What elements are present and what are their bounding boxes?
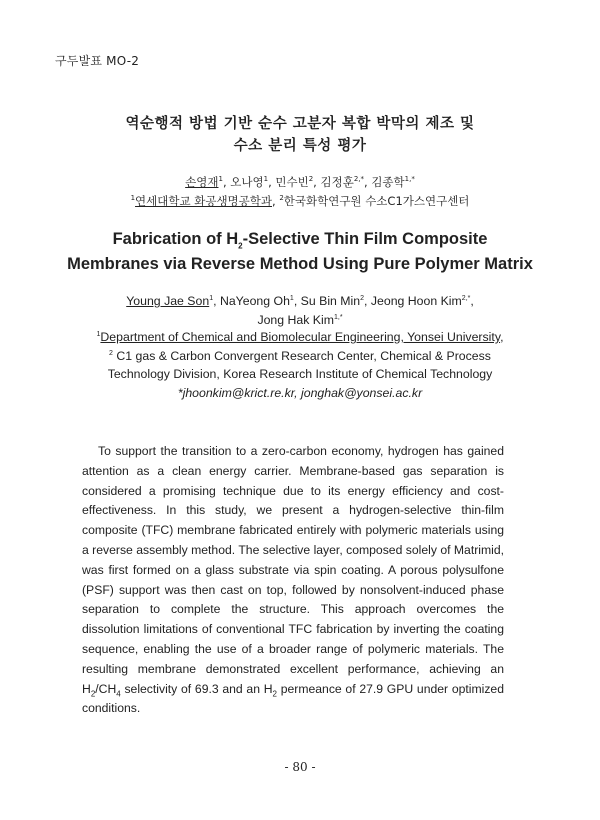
abstract-text: To support the transition to a zero-carbon economy, hydrogen has gained attention as a clean energy carrier. Membrane-based gas separation is considered a promising technique due to its energy efficiency and cost-effectiveness. In this study, we present a hydrogen-selective thin-film composite (TFC) membrane fabricated entirely with polymeric materials using a reverse assembly method. The selective layer, composed solely of Matrimid, was first formed on a glass substrate via spin coating. A porous polysulfone (PSF) support was then cast on top, followed by nonsolvent-induced phase separation to complete the structure. This approach overcomes the dissolution limitations of conventional TFC fabrication by inverting the coating sequence, enabling the use of a broader range of polymeric materials. The resulting membrane demonstrated excellent performance, achieving an H	[82, 444, 504, 696]
affil-1: 연세대학교 화공생명공학과	[135, 194, 272, 208]
author-sup: 1	[218, 175, 223, 184]
author-sup: 1	[263, 175, 269, 184]
affil-sup: 1	[130, 194, 136, 203]
author-name: 김종학	[371, 175, 405, 189]
korean-title-line1: 역순행적 방법 기반 순수 고분자 복합 박막의 제조 및	[125, 116, 475, 132]
english-title-line2: Membranes via Reverse Method Using Pure Polymer Matrix	[67, 255, 533, 273]
english-title-line1	[0, 230, 600, 249]
author-sup: 2	[308, 175, 314, 184]
title-sub: 2	[238, 241, 243, 251]
abstract-paragraph	[82, 442, 504, 719]
author-sup: 2	[360, 294, 365, 302]
author-name: NaYeong Oh	[219, 294, 290, 308]
korean-affiliations: $^1$연세대학교 화공생명공학과, $^2$한국화학연구원 수소C1가스연구센터	[130, 194, 470, 208]
author-sup: 1	[209, 294, 214, 302]
author-name: Jeong Hoon Kim	[370, 294, 462, 308]
author-name: Young Jae Son	[126, 294, 210, 308]
author-name: 손영재	[185, 175, 219, 189]
author-name: 김정훈	[320, 175, 354, 189]
abstract-text: selectivity of 69.3 and an H	[120, 681, 273, 696]
author-sup: 2,*	[461, 294, 471, 302]
author-sup: 1,*	[333, 313, 343, 321]
author-sup: 1,*	[404, 175, 415, 184]
abstract-sub: 4	[116, 689, 121, 698]
english-authors: Young Jae Son$^1$, NaYeong Oh$^1$, Su Bin Min$^2$, Jeong Hoon Kim$^{2,*}$, Jong Hak Kim$^{1,*}$	[126, 294, 474, 327]
abstract-sub: 2	[90, 689, 96, 698]
english-affiliations: $^1$Department of Chemical and Biomolecular Engineering, Yonsei University, $^2$ C1 gas & Carbon Convergent Research Center, Chemical & Process Technology Division, Korea Research Institute of Chemical Technology *jhoonkim@krict.re.kr, jonghak@yonsei.ac.kr	[96, 330, 504, 400]
korean-authors: 손영재$^1$, 오나영$^1$, 민수빈$^2$, 김정훈$^{2,*}$, 김종학$^{1,*}$	[185, 175, 415, 189]
affil-2-line1: C1 gas & Carbon Convergent Research Center, Chemical & Process	[116, 348, 491, 363]
email-addresses: *jhoonkim@krict.re.kr, jonghak@yonsei.ac.kr	[177, 385, 423, 400]
title-part: Fabrication of H	[112, 230, 239, 248]
title-part: -Selective Thin Film Composite	[242, 230, 488, 248]
affil-2-line2: Technology Division, Korea Research Institute of Chemical Technology	[107, 367, 493, 381]
session-tag: 구두발표 MO-2	[55, 54, 140, 68]
abstract-sub: 2	[272, 689, 277, 698]
author-sup: 1	[289, 294, 294, 302]
author-name: Su Bin Min	[300, 294, 361, 308]
korean-title-line2: 수소 분리 특성 평가	[233, 138, 367, 154]
affil-sup: 2	[109, 349, 113, 357]
abstract-text: permeance of 27.9 GPU under optimized conditions.	[82, 681, 504, 716]
author-name: 민수빈	[275, 175, 309, 189]
page-number: - 80 -	[284, 760, 316, 774]
abstract-text: /CH	[95, 681, 117, 696]
author-name: Jong Hak Kim	[257, 312, 334, 327]
author-name: 오나영	[230, 175, 264, 189]
affil-sup: 2	[279, 194, 284, 203]
affil-2: 한국화학연구원 수소C1가스연구센터	[283, 194, 470, 208]
author-sup: 2,*	[353, 175, 364, 184]
affil-1: Department of Chemical and Biomolecular Engineering, Yonsei University	[100, 330, 501, 344]
affil-sup: 1	[96, 330, 101, 338]
